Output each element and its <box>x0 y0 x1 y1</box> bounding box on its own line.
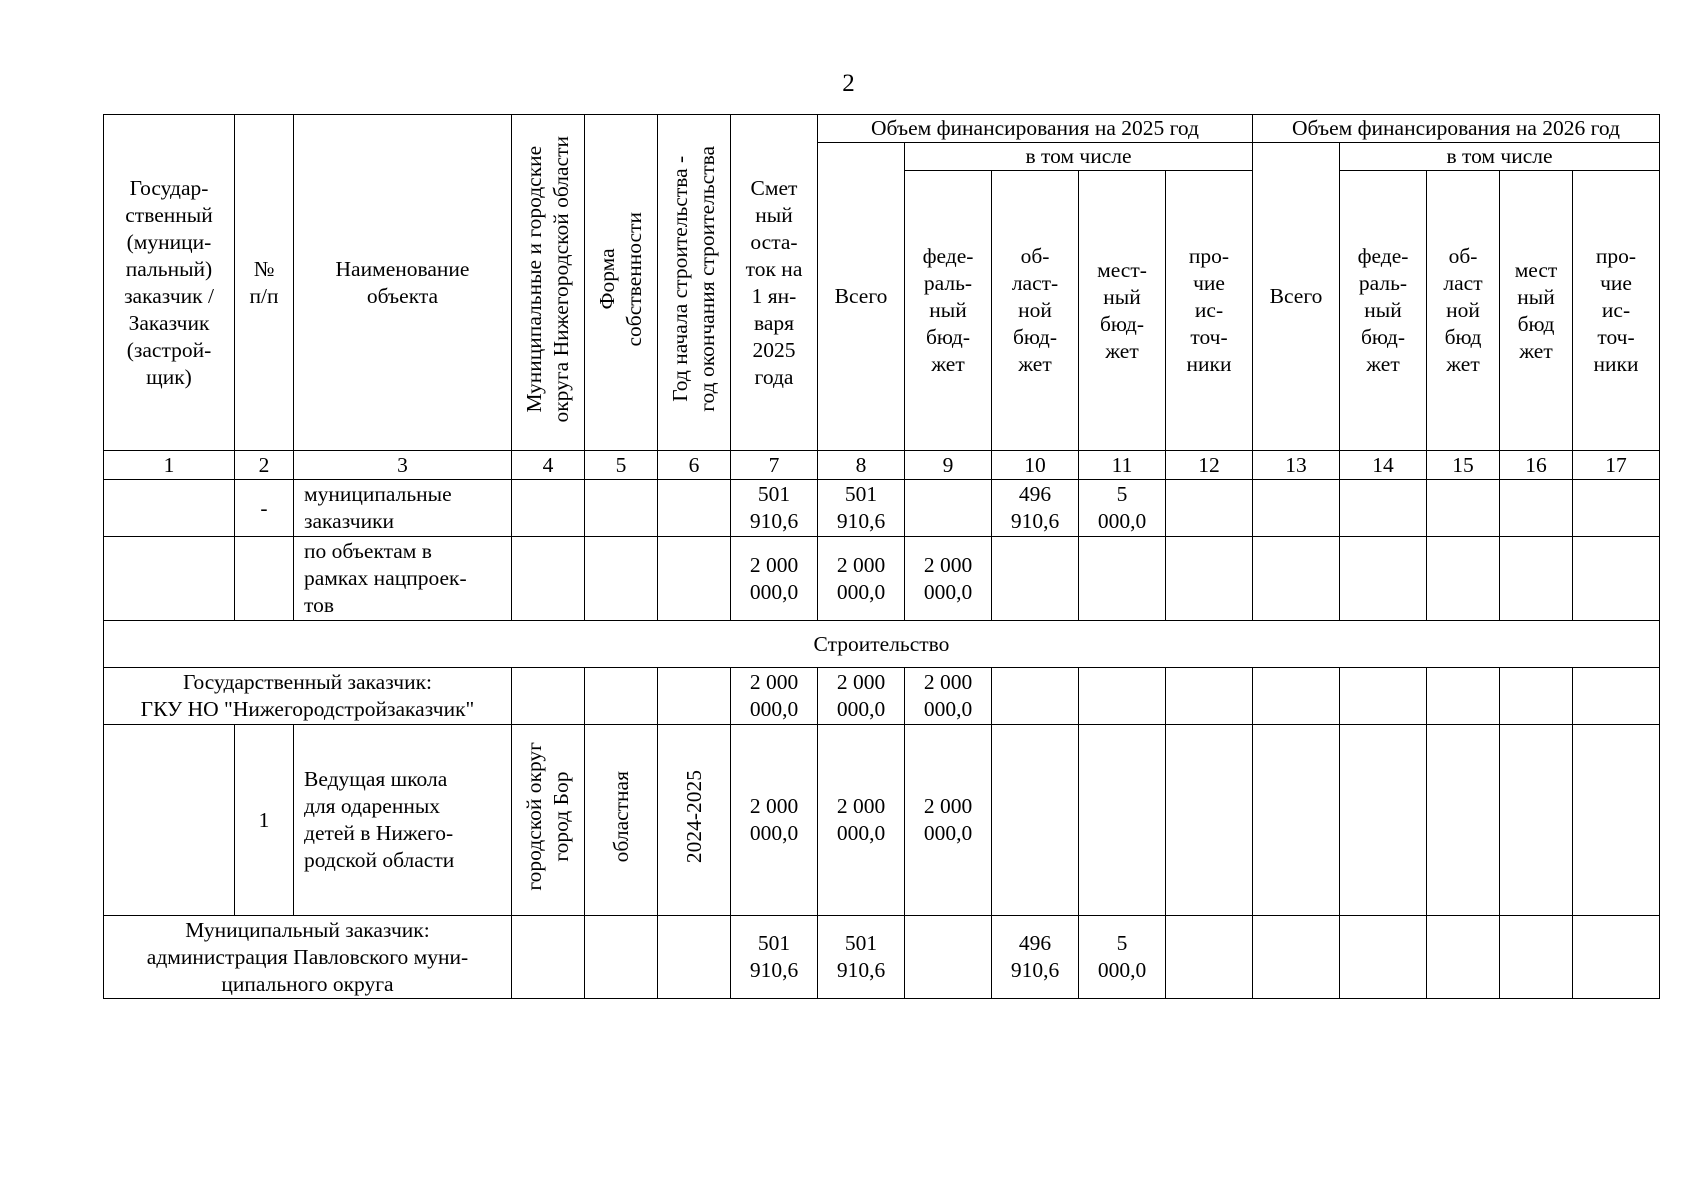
column-number: 5 <box>585 451 658 480</box>
column-number: 17 <box>1573 451 1660 480</box>
cell-remaining: 501 910,6 <box>731 916 818 999</box>
row-name: по объектам в рамках нацпроек- тов <box>294 537 512 621</box>
row-name: Ведущая школа для одаренных детей в Нижего- родской области <box>294 725 512 916</box>
column-number: 11 <box>1079 451 1166 480</box>
cell-remaining: 2 000 000,0 <box>731 725 818 916</box>
table-row-state-customer <box>104 668 1660 725</box>
financing-table <box>103 114 1660 999</box>
table-row-municipal-customers <box>104 480 1660 537</box>
table-row-section <box>104 621 1660 668</box>
column-number: 12 <box>1166 451 1253 480</box>
cell-municipality: городской округ город Бор <box>512 725 585 916</box>
column-number: 8 <box>818 451 905 480</box>
column-number: 9 <box>905 451 992 480</box>
cell-federal-2025: 2 000 000,0 <box>905 725 992 916</box>
column-number: 7 <box>731 451 818 480</box>
column-number: 10 <box>992 451 1079 480</box>
header-regional-2025: об- ласт- ной бюд- жет <box>992 171 1079 451</box>
cell-total-2025: 501 910,6 <box>818 916 905 999</box>
cell-regional-2025: 496 910,6 <box>992 916 1079 999</box>
table-row-pavlovo-customer <box>104 916 1660 999</box>
table-row-school <box>104 725 1660 916</box>
section-title: Строительство <box>104 621 1660 668</box>
column-number: 1 <box>104 451 235 480</box>
cell-local-2025: 5 000,0 <box>1079 480 1166 537</box>
header-other-2025: про- чие ис- точ- ники <box>1166 171 1253 451</box>
cell-total-2025: 501 910,6 <box>818 480 905 537</box>
column-number: 6 <box>658 451 731 480</box>
cell-total-2025: 2 000 000,0 <box>818 537 905 621</box>
header-local-2026: мест ный бюд жет <box>1500 171 1573 451</box>
cell-federal-2025: 2 000 000,0 <box>905 668 992 725</box>
header-num: № п/п <box>235 115 294 451</box>
header-remaining: Смет ный оста- ток на 1 ян- варя 2025 года <box>731 115 818 451</box>
row-name: Муниципальный заказчик: администрация Павловского муни- ципального округа <box>104 916 512 999</box>
cell-total-2025: 2 000 000,0 <box>818 725 905 916</box>
cell-remaining: 501 910,6 <box>731 480 818 537</box>
cell-years: 2024-2025 <box>658 725 731 916</box>
cell-federal-2025: 2 000 000,0 <box>905 537 992 621</box>
header-total-2025: Всего <box>818 143 905 451</box>
column-number: 3 <box>294 451 512 480</box>
row-name: муниципальные заказчики <box>294 480 512 537</box>
cell-regional-2025: 496 910,6 <box>992 480 1079 537</box>
column-number: 16 <box>1500 451 1573 480</box>
column-number: 2 <box>235 451 294 480</box>
page-number: 2 <box>842 70 855 97</box>
column-number: 14 <box>1340 451 1427 480</box>
row-num: - <box>235 480 294 537</box>
header-fin-2026: Объем финансирования на 2026 год <box>1253 115 1660 143</box>
header-including-2026: в том числе <box>1340 143 1660 171</box>
header-federal-2026: феде- раль- ный бюд- жет <box>1340 171 1427 451</box>
cell-local-2025: 5 000,0 <box>1079 916 1166 999</box>
column-number-row <box>104 451 1660 480</box>
cell-ownership: областная <box>585 725 658 916</box>
header-fin-2025: Объем финансирования на 2025 год <box>818 115 1253 143</box>
cell-remaining: 2 000 000,0 <box>731 668 818 725</box>
column-number: 13 <box>1253 451 1340 480</box>
header-including-2025: в том числе <box>905 143 1253 171</box>
column-number: 4 <box>512 451 585 480</box>
header-years: Год начала строительства - год окончания строительства <box>658 115 731 451</box>
header-other-2026: про- чие ис- точ- ники <box>1573 171 1660 451</box>
table-row-national-projects <box>104 537 1660 621</box>
header-local-2025: мест- ный бюд- жет <box>1079 171 1166 451</box>
header-total-2026: Всего <box>1253 143 1340 451</box>
cell-total-2025: 2 000 000,0 <box>818 668 905 725</box>
header-ownership: Форма собственности <box>585 115 658 451</box>
row-name: Государственный заказчик: ГКУ НО "Нижегородстройзаказчик" <box>104 668 512 725</box>
row-num: 1 <box>235 725 294 916</box>
header-regional-2026: об- ласт ной бюд жет <box>1427 171 1500 451</box>
cell-remaining: 2 000 000,0 <box>731 537 818 621</box>
header-customer: Государ- ственный (муници- пальный) заказчик / Заказчик (застрой- щик) <box>104 115 235 451</box>
column-number: 15 <box>1427 451 1500 480</box>
header-object-name: Наименование объекта <box>294 115 512 451</box>
header-municipal: Муниципальные и городские округа Нижегородской области <box>512 115 585 451</box>
header-federal-2025: феде- раль- ный бюд- жет <box>905 171 992 451</box>
